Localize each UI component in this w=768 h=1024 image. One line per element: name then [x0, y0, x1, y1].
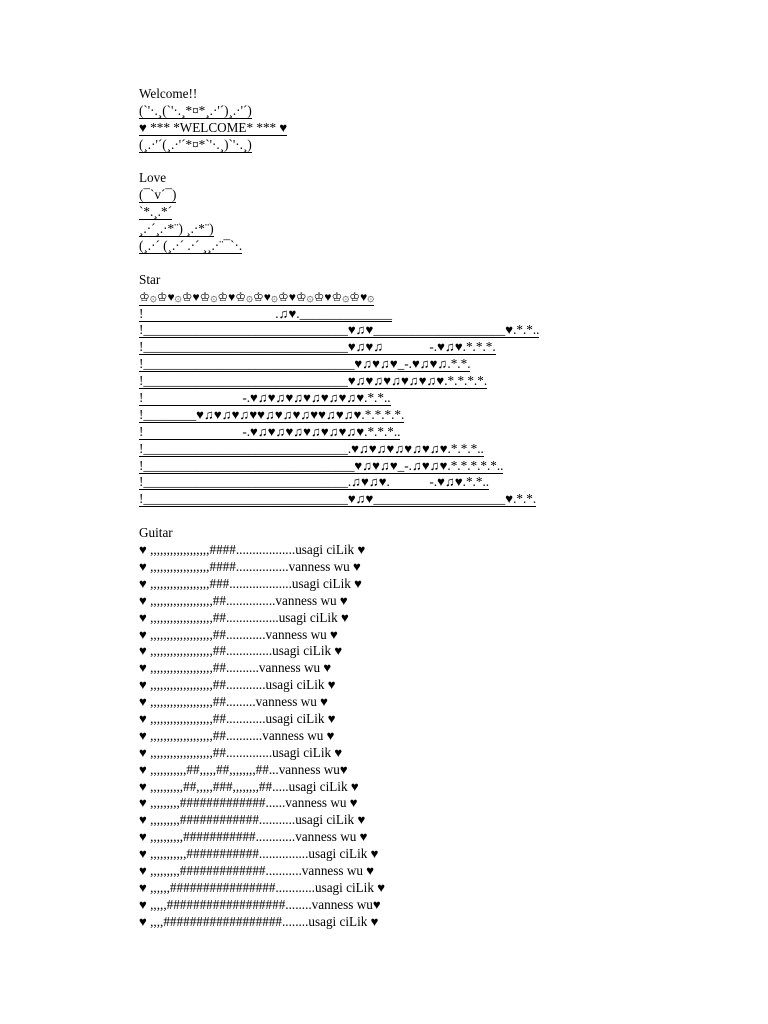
star-art-row-art: .♥♫♥♫♥♫♥♫♥♫♥ [347, 440, 448, 456]
star-art-row-art: -.♥♫♥♫♥♫♥♫♥♫♥♫♥ [242, 423, 365, 439]
star-art-row [139, 424, 739, 441]
star-art-row [139, 356, 739, 373]
love-art-line-3 [139, 221, 739, 238]
star-art-row-art: ♥♫♥♫ -. [347, 339, 438, 355]
star-art-row-main: ! [139, 322, 144, 338]
love-art-text-4: (¸.·´ (¸.·´ .·´ ¸¸.·¨¯`·. [139, 238, 243, 254]
star-art-row [139, 339, 739, 356]
guitar-art-line: ♥ ,,,,,,,,,,,##,,,,,##,,,,,,,,##...vanness wu♥ [139, 761, 348, 777]
star-art-row-gap: _______________________________ [143, 356, 348, 372]
star-art-row-tail: ♥.*.*.. [505, 322, 540, 338]
star-art-row-art: _♥♫♥♫♥_-.♥♫♥♫ [347, 356, 448, 372]
welcome-heading: Welcome!! [139, 86, 198, 101]
guitar-art-line: ♥ ,,,,,,,,,,,,,,,,,,,##..............usagi ciLik ♥ [139, 643, 343, 659]
star-art-row-main: ! [139, 373, 144, 389]
star-art-row-main: ! [139, 305, 144, 321]
love-heading: Love [139, 170, 167, 186]
star-art-row-tail: .*.*.*.. [447, 440, 484, 456]
star-art-row-tail: .*.*.*.*.*.. [447, 457, 504, 473]
star-art-row-tail: .*.*.*.*. [444, 373, 488, 389]
star-art-row-gap: _______________________________ [143, 457, 348, 473]
guitar-art-line: ♥ ,,,,,,,,,,,,,,,,,,,##................usagi ciLik ♥ [139, 609, 349, 625]
star-art-row [139, 373, 739, 390]
star-art-row-art: ♥♫♥____________________ [347, 322, 506, 338]
star-art-row-main: ! [139, 406, 144, 422]
love-art-line-2 [139, 204, 739, 221]
star-art-row-gap: ________ [143, 406, 197, 422]
spacer [139, 255, 739, 272]
spacer [139, 154, 739, 171]
welcome-art-line-3 [139, 137, 739, 154]
guitar-art-line: ♥ ,,,,,,,,,,,,,,,,,,,##.........vanness wu ♥ [139, 694, 328, 710]
guitar-art-line: ♥ ,,,,,,,,,#############......vanness wu ♥ [139, 795, 358, 811]
guitar-art-line: ♥ ,,,,,,,,,,##,,,,,###,,,,,,,,##.....usagi ciLik ♥ [139, 778, 359, 794]
star-art-row-main: ! [139, 457, 144, 473]
guitar-art-line: ♥ ,,,,,,,,,,,,,,,,,,,##..............usagi ciLik ♥ [139, 744, 343, 760]
star-art-row [139, 322, 739, 339]
star-art-row-main: ! [139, 440, 144, 456]
welcome-art-line-2 [139, 120, 739, 137]
love-art-line-4 [139, 238, 739, 255]
star-art-row-tail: .*.*.. [364, 390, 391, 406]
star-art-row-main: ! [139, 491, 144, 507]
guitar-art-block [139, 542, 739, 930]
guitar-art-line: ♥ ,,,,,,,,,,,,,,,,,,####................vanness wu ♥ [139, 558, 361, 574]
guitar-art-line: ♥ ,,,,,,,,,,###########............vanness wu ♥ [139, 829, 368, 845]
welcome-art-text-1: (`'·.¸(`'·.¸*¤*¸.·'´)¸.·'´) [139, 102, 252, 118]
guitar-art-line: ♥ ,,,,,,,,,,,,,,,,,,,##...........vanness wu ♥ [139, 727, 335, 743]
star-art-row-gap: _______________________________ [143, 440, 348, 456]
spacer [139, 508, 739, 525]
guitar-heading: Guitar [139, 525, 173, 541]
star-art-row-gap [143, 424, 242, 440]
guitar-art-line: ♥ ,,,,,,,,,,,,,,,,,,,##...............vanness wu ♥ [139, 592, 348, 608]
guitar-art-line: ♥ ,,,,,,,,,,,###########...............usagi ciLik ♥ [139, 846, 379, 862]
guitar-art-line: ♥ ,,,,,##################........vanness wu♥ [139, 896, 381, 912]
guitar-art-line: ♥ ,,,,,,,,,,,,,,,,,,,##............usagi ciLik ♥ [139, 710, 336, 726]
guitar-art-line: ♥ ,,,,,,,,,,,,,,,,,,####..................usagi ciLik ♥ [139, 542, 366, 558]
document-content [139, 86, 739, 931]
guitar-art-line: ♥ ,,,,,,,,,,,,,,,,,,,##............vanness wu ♥ [139, 626, 338, 642]
star-art-row-gap: _______________________________ [143, 322, 348, 338]
star-art-row [139, 441, 739, 458]
star-art-row [139, 491, 739, 508]
star-art-row-main: ! [139, 474, 144, 490]
star-art-row-gap: ______________________________ [143, 373, 342, 389]
star-art-row-main: ! [139, 356, 144, 372]
love-art-text-1: (¯`v´¯) [139, 187, 177, 203]
star-art-block [139, 306, 739, 509]
star-art-row-main: ! [139, 423, 144, 439]
welcome-art-text-3: (¸.·'´(¸.·'´*¤*`'·.¸)`'·.¸) [139, 136, 252, 152]
star-art-row-art: -.♥♫♥♫♥♫♥♫♥♫♥♫♥ [242, 390, 365, 406]
guitar-art-line: ♥ ,,,,,,,,,,,,,,,,,,,##............usagi ciLik ♥ [139, 677, 336, 693]
guitar-art-line: ♥ ,,,,,,,,,,,,,,,,,,###...................usagi ciLik ♥ [139, 575, 362, 591]
star-art-row-main: ! [139, 390, 144, 406]
star-art-row-art: ♥♫♥____________________ [347, 491, 506, 507]
star-heading: Star [139, 271, 161, 287]
guitar-art-line: ♥ ,,,,,,,,,#############...........vanness wu ♥ [139, 862, 375, 878]
guitar-art-line: ♥ ,,,,##################........usagi ciLik ♥ [139, 913, 379, 929]
star-art-row-gap: _______________________________ [143, 474, 348, 490]
love-art-text-3: ¸.·´¸.·*¨) ¸.·*¨) [139, 221, 214, 237]
star-art-row [139, 458, 739, 475]
star-art-row-art: .♫♥.______________ [275, 305, 392, 321]
star-art-row-art: .♫♥♫♥. -. [347, 474, 438, 490]
star-art-row-gap: _______________________________ [143, 339, 348, 355]
star-art-row-gap: _______________________________ [143, 491, 348, 507]
star-art-row-art: ♥♫♥♫♥♫♥♥♫♥♫♥♫♥♥♫♥♫♥ [196, 406, 362, 422]
star-art-row-art: _♥♫♥♫♥♫♥♫♥♫♥ [341, 373, 445, 389]
star-art-row-tail: ♥♫♥.*.*.. [437, 474, 490, 490]
welcome-art-text-2: ♥ *** *WELCOME* *** ♥ [139, 119, 288, 135]
star-art-row [139, 390, 739, 407]
guitar-art-line: ♥ ,,,,,,################............usagi ciLik ♥ [139, 879, 386, 895]
star-border-text: ♔۞♔♥۞♔♥♔۞♔♥♔۞♔♥۞♔♥♔۞♔♥♔۞♔♥۞ [139, 289, 375, 304]
star-art-row-tail: ♥.*.*. [505, 491, 537, 507]
star-art-row [139, 407, 739, 424]
love-art-line-1 [139, 187, 739, 204]
star-art-row [139, 474, 739, 491]
guitar-art-line: ♥ ,,,,,,,,,,,,,,,,,,,##..........vanness wu ♥ [139, 660, 332, 676]
star-art-row [139, 306, 739, 323]
welcome-art-line-1 [139, 103, 739, 120]
star-border-line [139, 289, 739, 306]
star-art-row-tail: ♥♫♥.*.*.*. [437, 339, 496, 355]
star-art-row-main: ! [139, 339, 144, 355]
star-art-row-tail: .*.*.*.. [364, 423, 401, 439]
guitar-art-line: ♥ ,,,,,,,,,############...........usagi ciLik ♥ [139, 812, 366, 828]
star-art-row-tail: .*.*. [447, 356, 471, 372]
star-art-row-gap [143, 390, 242, 406]
love-art-text-2: `*.¸.*´ [139, 204, 172, 220]
star-art-row-tail: .*.*.*.*. [361, 406, 405, 422]
star-art-row-gap [143, 306, 275, 322]
star-art-row-art: _♥♫♥♫♥_-.♫♥♫♥ [347, 457, 448, 473]
